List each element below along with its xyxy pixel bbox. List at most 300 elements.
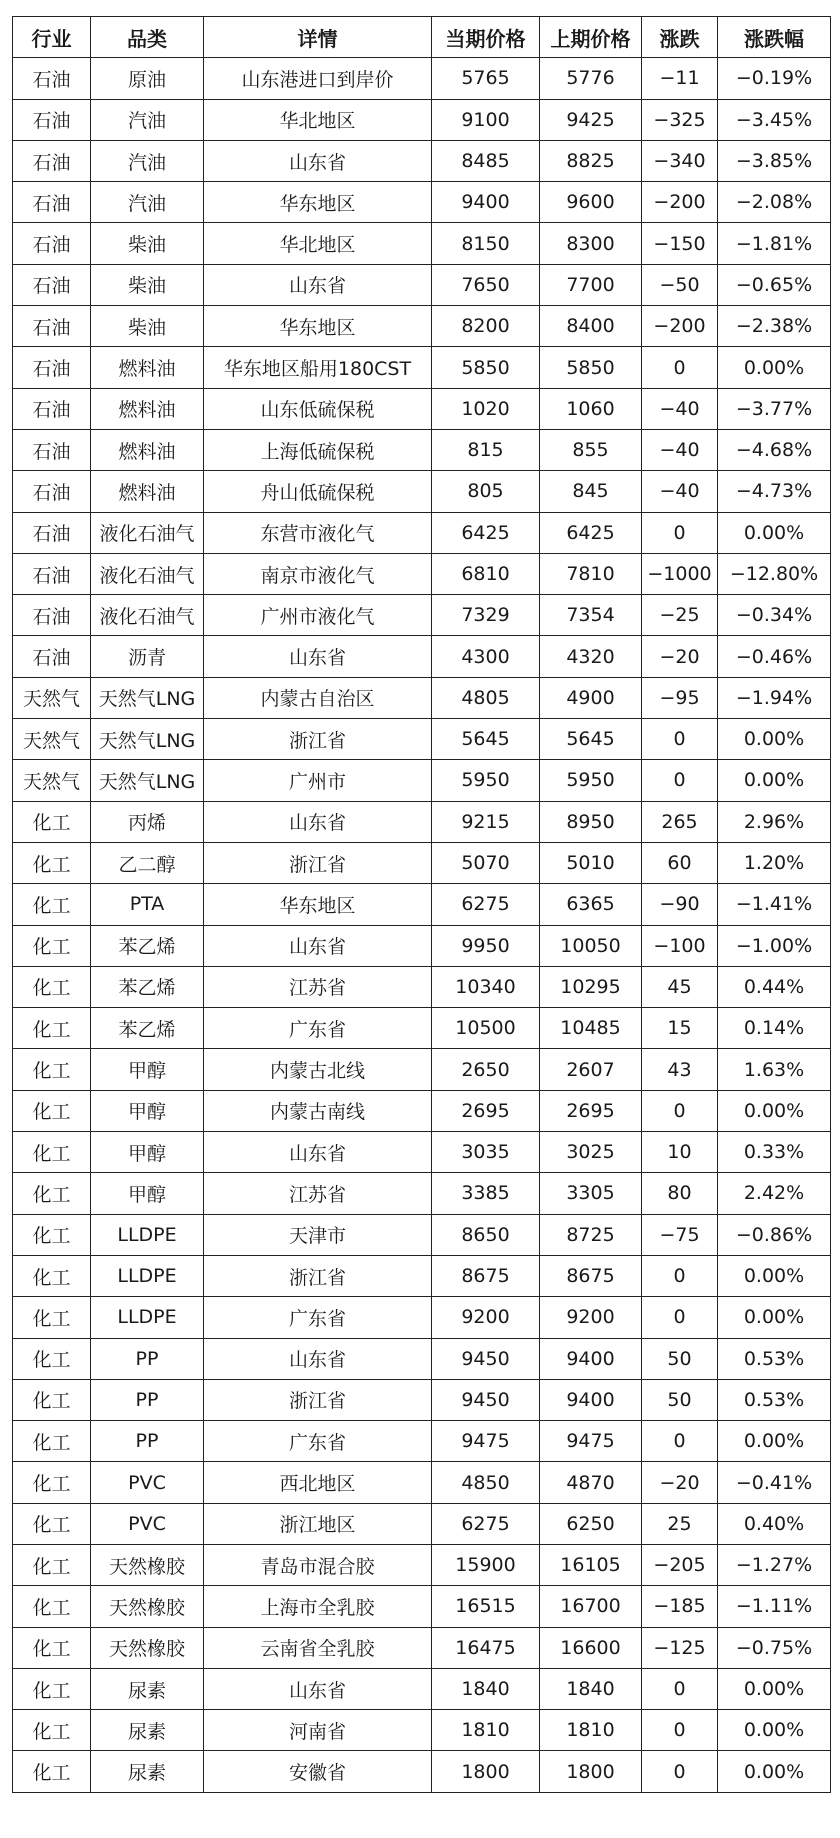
cell-category: PP <box>91 1421 204 1462</box>
cell-detail: 江苏省 <box>204 966 432 1007</box>
cell-previous-price: 9200 <box>540 1297 642 1338</box>
cell-change: −40 <box>642 388 718 429</box>
cell-industry: 化工 <box>13 1173 91 1214</box>
cell-detail: 山东省 <box>204 801 432 842</box>
table-row <box>13 1751 831 1792</box>
cell-previous-price: 5950 <box>540 760 642 801</box>
table-row <box>13 182 831 223</box>
cell-detail: 浙江省 <box>204 1255 432 1296</box>
cell-current-price: 9450 <box>432 1338 540 1379</box>
cell-industry: 化工 <box>13 1544 91 1585</box>
table-row <box>13 884 831 925</box>
cell-detail: 广东省 <box>204 1421 432 1462</box>
table-row <box>13 1379 831 1420</box>
table-row <box>13 1710 831 1751</box>
cell-previous-price: 16700 <box>540 1586 642 1627</box>
cell-detail: 内蒙古南线 <box>204 1090 432 1131</box>
cell-change-percent: −0.19% <box>718 58 831 99</box>
cell-change: −200 <box>642 306 718 347</box>
cell-previous-price: 7700 <box>540 264 642 305</box>
cell-change: −20 <box>642 1462 718 1503</box>
cell-change: 10 <box>642 1132 718 1173</box>
cell-category: 天然气LNG <box>91 719 204 760</box>
cell-change-percent: −0.46% <box>718 636 831 677</box>
cell-detail: 河南省 <box>204 1710 432 1751</box>
cell-current-price: 5850 <box>432 347 540 388</box>
cell-change: −20 <box>642 636 718 677</box>
cell-previous-price: 9400 <box>540 1338 642 1379</box>
cell-previous-price: 9400 <box>540 1379 642 1420</box>
cell-change: −75 <box>642 1214 718 1255</box>
cell-current-price: 9475 <box>432 1421 540 1462</box>
cell-current-price: 5645 <box>432 719 540 760</box>
cell-category: 苯乙烯 <box>91 966 204 1007</box>
cell-detail: 浙江省 <box>204 719 432 760</box>
cell-change: 50 <box>642 1379 718 1420</box>
table-row <box>13 512 831 553</box>
cell-change-percent: 0.53% <box>718 1338 831 1379</box>
cell-industry: 化工 <box>13 1338 91 1379</box>
cell-current-price: 4850 <box>432 1462 540 1503</box>
cell-detail: 青岛市混合胶 <box>204 1544 432 1585</box>
header-current-price: 当期价格 <box>432 17 540 58</box>
cell-previous-price: 10295 <box>540 966 642 1007</box>
cell-category: 丙烯 <box>91 801 204 842</box>
cell-change: 0 <box>642 1421 718 1462</box>
cell-previous-price: 9425 <box>540 99 642 140</box>
cell-category: LLDPE <box>91 1255 204 1296</box>
cell-industry: 石油 <box>13 388 91 429</box>
cell-change: −1000 <box>642 553 718 594</box>
cell-change: −325 <box>642 99 718 140</box>
cell-detail: 华东地区 <box>204 884 432 925</box>
cell-detail: 广州市液化气 <box>204 595 432 636</box>
cell-previous-price: 3025 <box>540 1132 642 1173</box>
cell-change-percent: −12.80% <box>718 553 831 594</box>
table-row <box>13 1008 831 1049</box>
cell-previous-price: 6425 <box>540 512 642 553</box>
cell-current-price: 7329 <box>432 595 540 636</box>
cell-category: 液化石油气 <box>91 553 204 594</box>
cell-industry: 天然气 <box>13 719 91 760</box>
cell-current-price: 815 <box>432 429 540 470</box>
cell-detail: 华北地区 <box>204 99 432 140</box>
cell-change-percent: 0.44% <box>718 966 831 1007</box>
cell-detail: 西北地区 <box>204 1462 432 1503</box>
cell-category: PVC <box>91 1503 204 1544</box>
cell-change: 265 <box>642 801 718 842</box>
cell-category: 乙二醇 <box>91 842 204 883</box>
cell-change-percent: −2.08% <box>718 182 831 223</box>
cell-industry: 化工 <box>13 1710 91 1751</box>
cell-change: −40 <box>642 429 718 470</box>
cell-change-percent: 1.20% <box>718 842 831 883</box>
cell-current-price: 9200 <box>432 1297 540 1338</box>
table-row <box>13 595 831 636</box>
cell-change-percent: −0.86% <box>718 1214 831 1255</box>
cell-change-percent: −0.41% <box>718 1462 831 1503</box>
table-row <box>13 1421 831 1462</box>
table-row <box>13 306 831 347</box>
table-row <box>13 1462 831 1503</box>
cell-current-price: 6275 <box>432 1503 540 1544</box>
table-row <box>13 1255 831 1296</box>
cell-current-price: 16515 <box>432 1586 540 1627</box>
table-row <box>13 58 831 99</box>
cell-current-price: 15900 <box>432 1544 540 1585</box>
cell-change-percent: 0.00% <box>718 347 831 388</box>
cell-category: PTA <box>91 884 204 925</box>
cell-industry: 石油 <box>13 99 91 140</box>
cell-change: 0 <box>642 1668 718 1709</box>
cell-industry: 石油 <box>13 512 91 553</box>
cell-current-price: 6275 <box>432 884 540 925</box>
cell-current-price: 3385 <box>432 1173 540 1214</box>
cell-industry: 石油 <box>13 264 91 305</box>
cell-category: 汽油 <box>91 182 204 223</box>
table-row <box>13 471 831 512</box>
cell-change-percent: −0.75% <box>718 1627 831 1668</box>
cell-change: 0 <box>642 719 718 760</box>
cell-previous-price: 8725 <box>540 1214 642 1255</box>
cell-change-percent: 0.00% <box>718 1421 831 1462</box>
cell-category: 柴油 <box>91 264 204 305</box>
cell-detail: 山东省 <box>204 1132 432 1173</box>
cell-detail: 山东省 <box>204 1338 432 1379</box>
cell-current-price: 4300 <box>432 636 540 677</box>
table-row <box>13 677 831 718</box>
table-row <box>13 719 831 760</box>
cell-change-percent: 0.00% <box>718 512 831 553</box>
cell-previous-price: 10485 <box>540 1008 642 1049</box>
cell-previous-price: 5645 <box>540 719 642 760</box>
cell-change-percent: −4.68% <box>718 429 831 470</box>
cell-previous-price: 9600 <box>540 182 642 223</box>
cell-category: 燃料油 <box>91 388 204 429</box>
table-row <box>13 842 831 883</box>
cell-change-percent: −0.34% <box>718 595 831 636</box>
cell-change-percent: 0.00% <box>718 1668 831 1709</box>
cell-current-price: 9400 <box>432 182 540 223</box>
cell-change-percent: 0.33% <box>718 1132 831 1173</box>
cell-detail: 山东省 <box>204 925 432 966</box>
cell-change: −205 <box>642 1544 718 1585</box>
cell-industry: 化工 <box>13 1255 91 1296</box>
cell-industry: 化工 <box>13 842 91 883</box>
cell-change: 80 <box>642 1173 718 1214</box>
cell-change-percent: 2.42% <box>718 1173 831 1214</box>
cell-change: −50 <box>642 264 718 305</box>
cell-industry: 天然气 <box>13 760 91 801</box>
cell-detail: 浙江省 <box>204 1379 432 1420</box>
cell-change-percent: 0.14% <box>718 1008 831 1049</box>
cell-detail: 上海低硫保税 <box>204 429 432 470</box>
cell-previous-price: 9475 <box>540 1421 642 1462</box>
cell-change-percent: 1.63% <box>718 1049 831 1090</box>
table-row <box>13 223 831 264</box>
cell-detail: 上海市全乳胶 <box>204 1586 432 1627</box>
cell-previous-price: 4870 <box>540 1462 642 1503</box>
cell-change: 43 <box>642 1049 718 1090</box>
cell-previous-price: 2695 <box>540 1090 642 1131</box>
cell-change: 0 <box>642 347 718 388</box>
cell-current-price: 8485 <box>432 140 540 181</box>
table-header-row <box>13 17 831 58</box>
cell-current-price: 1840 <box>432 1668 540 1709</box>
cell-detail: 内蒙古自治区 <box>204 677 432 718</box>
cell-change: −25 <box>642 595 718 636</box>
cell-current-price: 2650 <box>432 1049 540 1090</box>
cell-previous-price: 16105 <box>540 1544 642 1585</box>
cell-industry: 化工 <box>13 1049 91 1090</box>
cell-change-percent: −1.94% <box>718 677 831 718</box>
cell-category: 甲醇 <box>91 1090 204 1131</box>
cell-current-price: 6425 <box>432 512 540 553</box>
cell-industry: 化工 <box>13 1421 91 1462</box>
cell-change: −90 <box>642 884 718 925</box>
cell-change: −95 <box>642 677 718 718</box>
cell-industry: 化工 <box>13 1503 91 1544</box>
cell-detail: 华东地区 <box>204 306 432 347</box>
cell-current-price: 1810 <box>432 1710 540 1751</box>
cell-change: −40 <box>642 471 718 512</box>
header-category: 品类 <box>91 17 204 58</box>
cell-change-percent: 0.00% <box>718 760 831 801</box>
table-row <box>13 966 831 1007</box>
cell-change: −200 <box>642 182 718 223</box>
cell-previous-price: 16600 <box>540 1627 642 1668</box>
cell-industry: 石油 <box>13 306 91 347</box>
cell-category: 尿素 <box>91 1751 204 1792</box>
cell-industry: 化工 <box>13 1214 91 1255</box>
cell-previous-price: 5850 <box>540 347 642 388</box>
cell-current-price: 3035 <box>432 1132 540 1173</box>
table-row <box>13 1214 831 1255</box>
table-row <box>13 264 831 305</box>
cell-previous-price: 1060 <box>540 388 642 429</box>
cell-detail: 山东省 <box>204 636 432 677</box>
cell-industry: 石油 <box>13 595 91 636</box>
cell-detail: 东营市液化气 <box>204 512 432 553</box>
table-row <box>13 1049 831 1090</box>
cell-detail: 广东省 <box>204 1008 432 1049</box>
cell-category: 柴油 <box>91 223 204 264</box>
cell-change-percent: 0.00% <box>718 1710 831 1751</box>
cell-industry: 石油 <box>13 636 91 677</box>
table-row <box>13 1132 831 1173</box>
cell-detail: 山东低硫保税 <box>204 388 432 429</box>
cell-change-percent: −3.77% <box>718 388 831 429</box>
cell-category: PP <box>91 1379 204 1420</box>
header-previous-price: 上期价格 <box>540 17 642 58</box>
cell-previous-price: 4900 <box>540 677 642 718</box>
cell-category: 燃料油 <box>91 471 204 512</box>
cell-category: 天然橡胶 <box>91 1544 204 1585</box>
cell-current-price: 5070 <box>432 842 540 883</box>
cell-detail: 山东省 <box>204 1668 432 1709</box>
cell-change-percent: 0.40% <box>718 1503 831 1544</box>
cell-change: 50 <box>642 1338 718 1379</box>
table-row <box>13 1090 831 1131</box>
cell-previous-price: 10050 <box>540 925 642 966</box>
cell-industry: 化工 <box>13 1586 91 1627</box>
table-row <box>13 1586 831 1627</box>
cell-category: 苯乙烯 <box>91 1008 204 1049</box>
table-row <box>13 1173 831 1214</box>
cell-previous-price: 4320 <box>540 636 642 677</box>
cell-category: LLDPE <box>91 1297 204 1338</box>
cell-industry: 石油 <box>13 182 91 223</box>
cell-change-percent: −1.11% <box>718 1586 831 1627</box>
cell-category: 天然橡胶 <box>91 1586 204 1627</box>
table-row <box>13 347 831 388</box>
cell-change-percent: −0.65% <box>718 264 831 305</box>
table-row <box>13 1668 831 1709</box>
table-row <box>13 140 831 181</box>
cell-current-price: 10340 <box>432 966 540 1007</box>
cell-industry: 化工 <box>13 1462 91 1503</box>
cell-change: −100 <box>642 925 718 966</box>
cell-industry: 化工 <box>13 1627 91 1668</box>
cell-industry: 化工 <box>13 925 91 966</box>
cell-previous-price: 5776 <box>540 58 642 99</box>
price-table <box>12 16 831 1793</box>
cell-change-percent: 0.00% <box>718 1297 831 1338</box>
cell-change-percent: −1.41% <box>718 884 831 925</box>
cell-detail: 山东省 <box>204 140 432 181</box>
cell-category: 天然气LNG <box>91 677 204 718</box>
cell-industry: 化工 <box>13 966 91 1007</box>
cell-industry: 化工 <box>13 1008 91 1049</box>
cell-change: 15 <box>642 1008 718 1049</box>
cell-previous-price: 1810 <box>540 1710 642 1751</box>
cell-previous-price: 6250 <box>540 1503 642 1544</box>
cell-industry: 化工 <box>13 1751 91 1792</box>
cell-industry: 天然气 <box>13 677 91 718</box>
cell-previous-price: 1800 <box>540 1751 642 1792</box>
cell-change: 0 <box>642 760 718 801</box>
header-industry: 行业 <box>13 17 91 58</box>
cell-category: 沥青 <box>91 636 204 677</box>
table-row <box>13 1544 831 1585</box>
cell-detail: 江苏省 <box>204 1173 432 1214</box>
cell-previous-price: 6365 <box>540 884 642 925</box>
cell-change-percent: 0.53% <box>718 1379 831 1420</box>
cell-current-price: 8200 <box>432 306 540 347</box>
cell-change: 0 <box>642 1297 718 1338</box>
cell-change: −340 <box>642 140 718 181</box>
cell-detail: 浙江省 <box>204 842 432 883</box>
cell-detail: 华北地区 <box>204 223 432 264</box>
cell-change: −185 <box>642 1586 718 1627</box>
cell-change: 60 <box>642 842 718 883</box>
cell-previous-price: 5010 <box>540 842 642 883</box>
cell-category: 天然气LNG <box>91 760 204 801</box>
cell-industry: 化工 <box>13 1379 91 1420</box>
cell-change: −125 <box>642 1627 718 1668</box>
cell-category: PP <box>91 1338 204 1379</box>
cell-previous-price: 7810 <box>540 553 642 594</box>
cell-change-percent: 0.00% <box>718 1090 831 1131</box>
cell-category: 液化石油气 <box>91 595 204 636</box>
table-body <box>13 58 831 1792</box>
cell-change-percent: −3.45% <box>718 99 831 140</box>
cell-current-price: 9950 <box>432 925 540 966</box>
cell-current-price: 10500 <box>432 1008 540 1049</box>
cell-industry: 石油 <box>13 58 91 99</box>
table-row <box>13 99 831 140</box>
cell-change-percent: −3.85% <box>718 140 831 181</box>
cell-current-price: 1800 <box>432 1751 540 1792</box>
cell-industry: 化工 <box>13 801 91 842</box>
cell-detail: 云南省全乳胶 <box>204 1627 432 1668</box>
cell-change-percent: 0.00% <box>718 719 831 760</box>
cell-industry: 石油 <box>13 471 91 512</box>
cell-detail: 浙江地区 <box>204 1503 432 1544</box>
cell-previous-price: 8825 <box>540 140 642 181</box>
cell-category: 燃料油 <box>91 429 204 470</box>
cell-change-percent: −1.27% <box>718 1544 831 1585</box>
cell-detail: 广州市 <box>204 760 432 801</box>
table-row <box>13 1338 831 1379</box>
price-sheet <box>12 16 830 1793</box>
cell-industry: 化工 <box>13 884 91 925</box>
table-row <box>13 801 831 842</box>
cell-detail: 舟山低硫保税 <box>204 471 432 512</box>
cell-current-price: 8150 <box>432 223 540 264</box>
cell-current-price: 805 <box>432 471 540 512</box>
cell-change: 25 <box>642 1503 718 1544</box>
cell-category: 汽油 <box>91 140 204 181</box>
cell-current-price: 6810 <box>432 553 540 594</box>
cell-detail: 华东地区 <box>204 182 432 223</box>
cell-current-price: 8650 <box>432 1214 540 1255</box>
cell-category: 尿素 <box>91 1710 204 1751</box>
cell-previous-price: 8675 <box>540 1255 642 1296</box>
cell-current-price: 2695 <box>432 1090 540 1131</box>
cell-previous-price: 845 <box>540 471 642 512</box>
cell-change: 0 <box>642 1710 718 1751</box>
cell-detail: 广东省 <box>204 1297 432 1338</box>
cell-previous-price: 8400 <box>540 306 642 347</box>
table-row <box>13 636 831 677</box>
cell-industry: 石油 <box>13 553 91 594</box>
cell-category: PVC <box>91 1462 204 1503</box>
cell-detail: 安徽省 <box>204 1751 432 1792</box>
cell-change: 0 <box>642 1255 718 1296</box>
table-row <box>13 925 831 966</box>
cell-previous-price: 2607 <box>540 1049 642 1090</box>
cell-industry: 石油 <box>13 223 91 264</box>
table-row <box>13 1627 831 1668</box>
table-row <box>13 388 831 429</box>
cell-industry: 石油 <box>13 140 91 181</box>
cell-current-price: 9450 <box>432 1379 540 1420</box>
cell-current-price: 9215 <box>432 801 540 842</box>
cell-change-percent: −1.00% <box>718 925 831 966</box>
cell-previous-price: 8300 <box>540 223 642 264</box>
cell-current-price: 5950 <box>432 760 540 801</box>
cell-current-price: 7650 <box>432 264 540 305</box>
cell-change-percent: 0.00% <box>718 1255 831 1296</box>
cell-category: 液化石油气 <box>91 512 204 553</box>
cell-industry: 石油 <box>13 347 91 388</box>
table-row <box>13 553 831 594</box>
cell-change: 45 <box>642 966 718 1007</box>
cell-detail: 山东省 <box>204 264 432 305</box>
cell-detail: 山东港进口到岸价 <box>204 58 432 99</box>
cell-current-price: 4805 <box>432 677 540 718</box>
